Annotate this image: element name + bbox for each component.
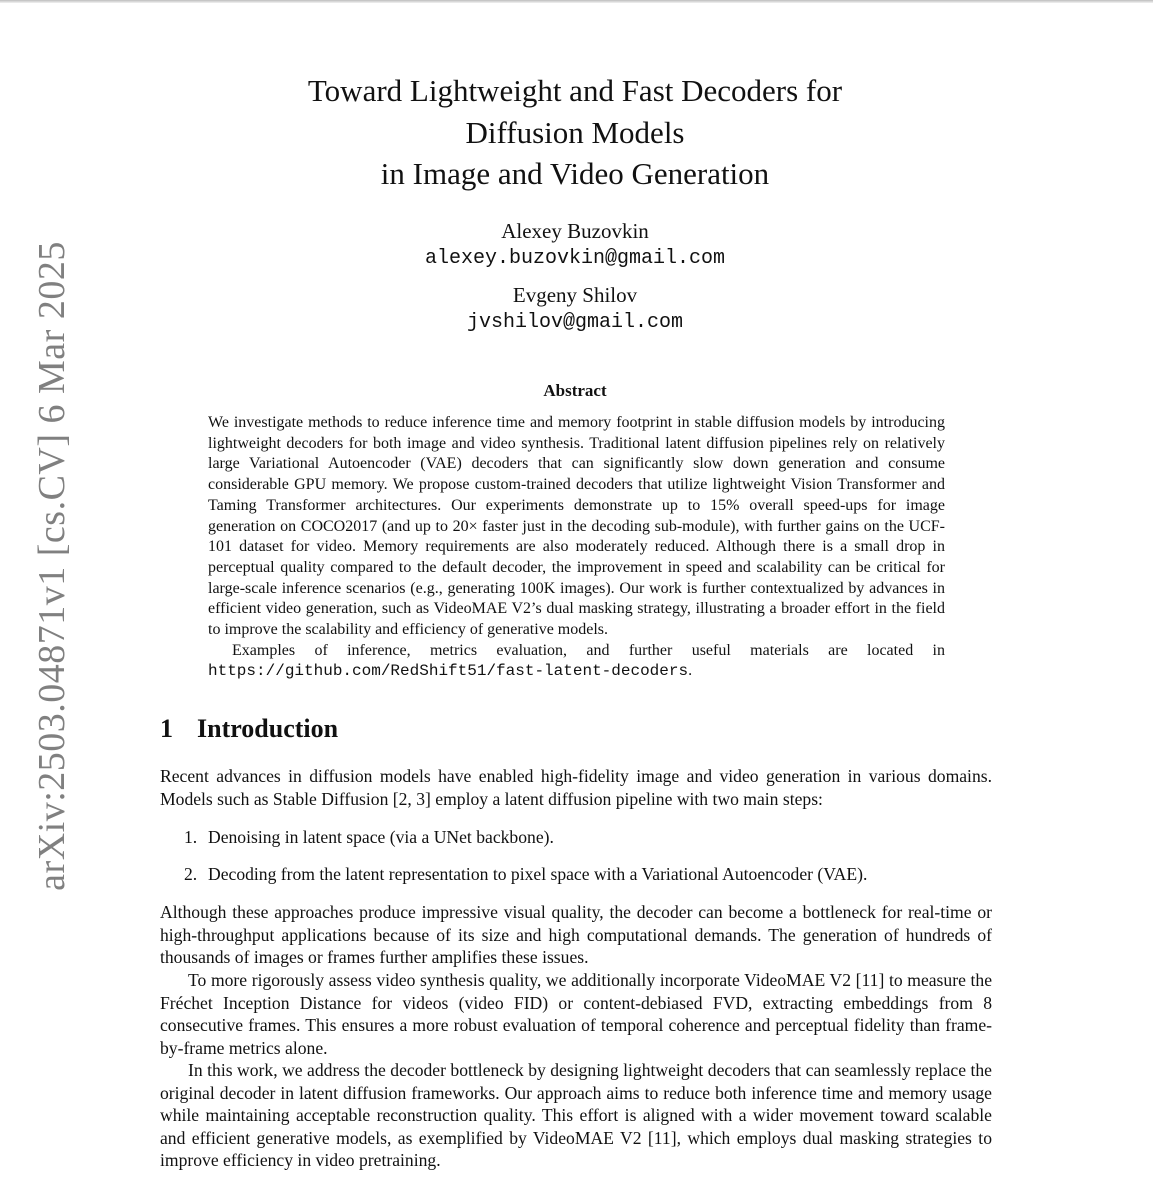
examples-end: . (688, 662, 693, 680)
page-top-edge (0, 0, 1153, 3)
section-title: Introduction (197, 714, 339, 743)
paper-title (200, 70, 950, 195)
title-line: Diffusion Models (465, 114, 685, 150)
body-paragraph: Although these approaches produce impressive visual quality, the decoder can become a bottleneck for real-time or high-throughput applications because of its size and high computational demands. The generation of hundreds of thousands of images or frames further amplifies these issues. (160, 902, 992, 967)
author-email[interactable]: alexey.buzovkin@gmail.com (424, 247, 726, 270)
arxiv-identifier-stamp: arXiv:2503.04871v1 [cs.CV] 6 Mar 2025 (31, 241, 73, 891)
abstract-body (208, 413, 945, 682)
intro-paragraph: Recent advances in diffusion models have enabled high-fidelity image and video generation in various domains. Models such as Stable Diffusion [2, 3] employ a latent diffusion pipeline with two main steps: (160, 766, 992, 809)
section-number: 1 (160, 714, 173, 743)
list-item-number: 1. (184, 827, 198, 847)
list-item-text: Decoding from the latent representation to pixel space with a Variational Autoencoder (VAE). (208, 864, 868, 884)
list-item-number: 2. (184, 864, 198, 884)
author-name: Alexey Buzovkin (501, 219, 649, 243)
body-paragraph: In this work, we address the decoder bottleneck by designing lightweight decoders that can seamlessly replace the original decoder in latent diffusion frameworks. Our approach aims to reduce both inference time and memory usage while maintaining acceptable reconstruction quality. This effort is aligned with a wider movement toward scalable and efficient generative models, as exemplified by VideoMAE V2 [11], which employs dual masking strategies to improve efficiency in video pretraining. (160, 1060, 992, 1170)
title-line: Toward Lightweight and Fast Decoders for (307, 73, 843, 108)
list-item (184, 863, 867, 886)
abstract-paragraph: We investigate methods to reduce inference time and memory footprint in stable diffusion models by introducing lightweight decoders for both image and video synthesis. Traditional latent diffusion pipelines rely on relatively large Variational Autoencoder (VAE) decoders that can significantly slow down generation and consume considerable GPU memory. We propose custom-trained decoders that utilize lightweight Vision Transformer and Taming Transformer architectures. Our experiments demonstrate up to 15% overall speed-ups for image generation on COCO2017 (and up to 20× faster just in the decoding sub-module), with further gains on the UCF-101 dataset for video. Memory requirements are also moderately reduced. Although there is a small drop in perceptual quality compared to the default decoder, the improvement in speed and scalability can be critical for large-scale inference scenarios (e.g., generating 100K images). Our work is further contextualized by advances in efficient video generation, such as VideoMAE V2’s dual masking strategy, illustrating a broader effort in the field to improve the scalability and efficiency of generative models. (208, 414, 945, 639)
examples-text: Examples of inference, metrics evaluation, and further useful materials are located in (232, 641, 945, 659)
list-item (184, 826, 554, 849)
github-link[interactable]: https://github.com/RedShift51/fast-latent-decoders (208, 662, 689, 681)
body-paragraph: To more rigorously assess video synthesis quality, we additionally incorporate VideoMAE V2 [11] to measure the Fréchet Inception Distance for videos (video FID) or content-debiased FVD, extracting embeddings from 8 consecutive frames. This ensures a more robust evaluation of temporal coherence and perceptual fidelity than frame-by-frame metrics alone. (160, 970, 992, 1058)
title-line: in Image and Video Generation (380, 156, 770, 191)
abstract-heading: Abstract (543, 381, 607, 400)
section-heading (160, 714, 338, 744)
author-name: Evgeny Shilov (512, 283, 638, 307)
list-item-text: Denoising in latent space (via a UNet backbone). (208, 827, 554, 847)
author-email[interactable]: jvshilov@gmail.com (466, 311, 684, 334)
abstract-examples-paragraph (208, 641, 945, 682)
